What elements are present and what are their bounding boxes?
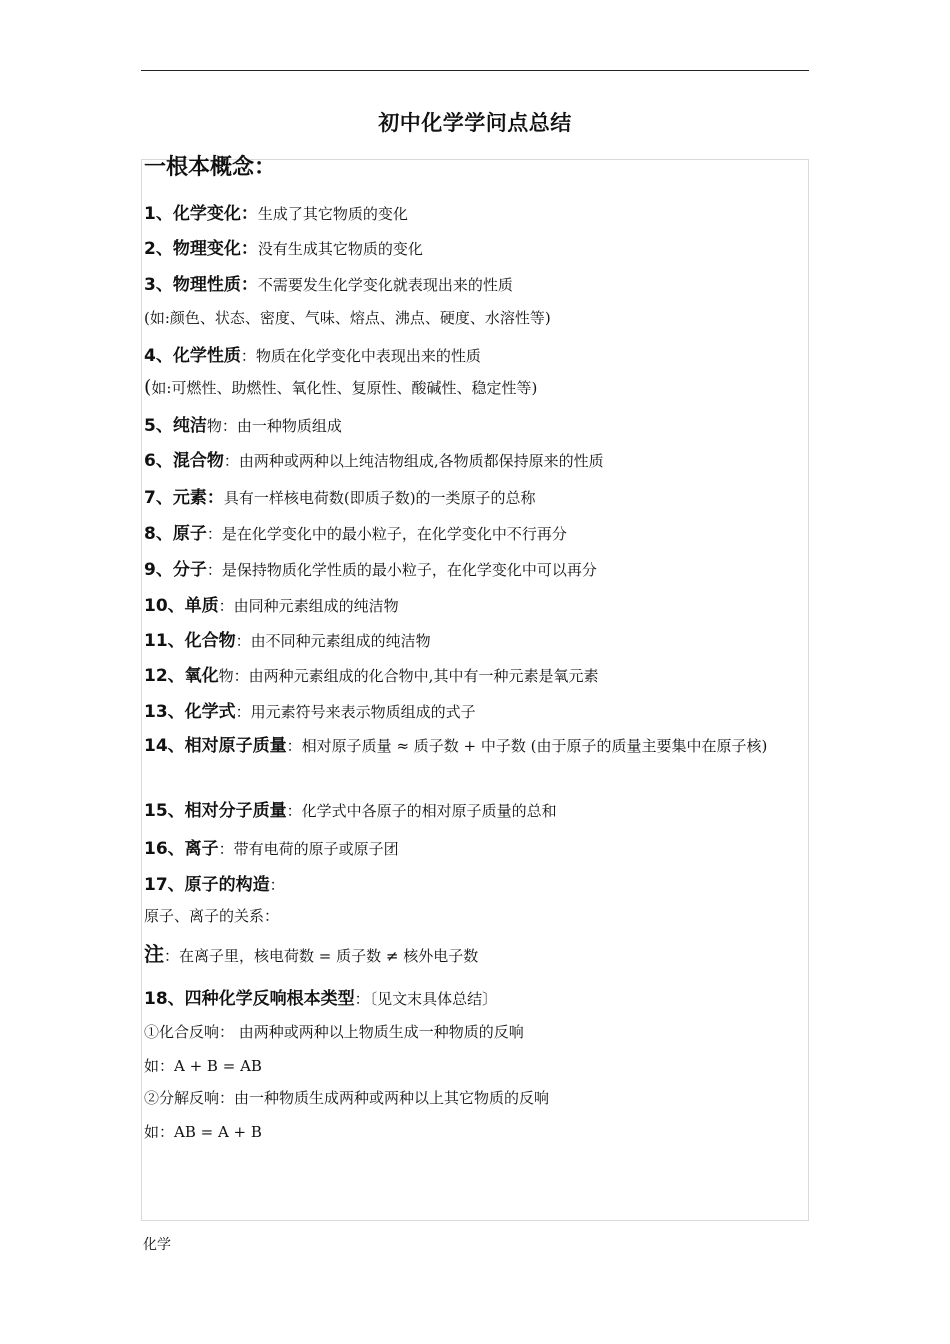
definition-item xyxy=(144,834,399,859)
definition: ：由同种元素组成的纯洁物 xyxy=(218,597,399,615)
open-paren: ( xyxy=(144,376,152,398)
definition: ：是在化学变化中的最小粒子，在化学变化中不行再分 xyxy=(206,525,567,543)
note-line: 如：AB = A + B xyxy=(144,1123,262,1141)
term: 7、元素： xyxy=(144,488,224,508)
note-line: (如:颜色、状态、密度、气味、熔点、沸点、硬度、水溶性等) xyxy=(144,309,551,327)
term: 9、分子 xyxy=(144,560,207,580)
definition-item xyxy=(144,234,423,259)
definition-item xyxy=(144,626,431,651)
definition-item xyxy=(144,661,598,686)
term: 14、相对原子质量 xyxy=(144,736,287,756)
definition-item xyxy=(144,483,536,508)
term: 16、离子 xyxy=(144,839,219,859)
definition-item xyxy=(144,411,342,436)
definition: ：带有电荷的原子或原子团 xyxy=(218,840,399,858)
definition-item xyxy=(144,519,567,544)
definition: ：〔见文末具体总结〕 xyxy=(354,990,498,1008)
definition-item xyxy=(144,731,804,761)
note-line: ②分解反响：由一种物质生成两种或两种以上其它物质的反响 xyxy=(144,1089,550,1107)
definition: ：由两种或两种以上纯洁物组成,各物质都保持原来的性质 xyxy=(223,452,604,470)
definition-item xyxy=(144,270,513,295)
definition: ：物质在化学变化中表现出来的性质 xyxy=(240,347,481,365)
term: 12、氧化 xyxy=(144,666,219,686)
note-text: ：在离子里，核电荷数 = 质子数 ≠ 核外电子数 xyxy=(164,947,479,965)
definition-item xyxy=(144,199,408,224)
definition: 没有生成其它物质的变化 xyxy=(257,240,423,258)
definition-item xyxy=(144,446,604,471)
note-text: 如:可燃性、助燃性、氧化性、复原性、酸碱性、稳定性等) xyxy=(151,379,538,397)
definition: 生成了其它物质的变化 xyxy=(257,205,408,223)
page-footer: 化学 xyxy=(143,1237,171,1253)
definition: ： xyxy=(269,876,285,894)
section-heading: 一根本概念： xyxy=(144,155,277,180)
document-title: 初中化学学问点总结 xyxy=(378,111,572,135)
definition: ：相对原子质量 ≈ 质子数 + 中子数 (由于原子的质量主要集中在原子核) xyxy=(286,737,768,755)
definition: ：用元素符号来表示物质组成的式子 xyxy=(235,703,476,721)
definition-item xyxy=(144,341,481,366)
note-line: ①化合反响： 由两种或两种以上物质生成一种物质的反响 xyxy=(144,1023,524,1041)
definition-item xyxy=(144,555,597,580)
note-line: 原子、离子的关系： xyxy=(144,907,280,925)
definition: ：是保持物质化学性质的最小粒子，在化学变化中可以再分 xyxy=(206,561,597,579)
note-item xyxy=(144,938,478,967)
note-line: 如：A + B = AB xyxy=(144,1057,262,1075)
term: 18、四种化学反响根本类型 xyxy=(144,989,355,1009)
term: 8、原子 xyxy=(144,524,207,544)
term: 1、化学变化： xyxy=(144,204,258,224)
definition: 不需要发生化学变化就表现出来的性质 xyxy=(257,276,513,294)
term: 11、化合物 xyxy=(144,631,236,651)
definition: 物：由一种物质组成 xyxy=(206,417,342,435)
term: 10、单质 xyxy=(144,596,219,616)
definition-item xyxy=(144,697,476,722)
term: 2、物理变化： xyxy=(144,239,258,259)
definition: 具有一样核电荷数(即质子数)的一类原子的总称 xyxy=(223,489,536,507)
definition-item xyxy=(144,870,285,895)
definition-item xyxy=(144,796,557,821)
definition-item xyxy=(144,984,497,1009)
definition: 物：由两种元素组成的化合物中,其中有一种元素是氧元素 xyxy=(218,667,599,685)
definition-item xyxy=(144,591,399,616)
term: 15、相对分子质量 xyxy=(144,801,287,821)
term: 6、混合物 xyxy=(144,451,224,471)
term: 5、纯洁 xyxy=(144,416,207,436)
note-label: 注 xyxy=(144,942,164,966)
term: 13、化学式 xyxy=(144,702,236,722)
definition: ：由不同种元素组成的纯洁物 xyxy=(235,632,431,650)
term: 4、化学性质 xyxy=(144,346,241,366)
note-line xyxy=(144,376,537,398)
term: 3、物理性质： xyxy=(144,275,258,295)
definition: ：化学式中各原子的相对原子质量的总和 xyxy=(286,802,557,820)
term: 17、原子的构造 xyxy=(144,875,270,895)
header-rule xyxy=(141,70,809,71)
